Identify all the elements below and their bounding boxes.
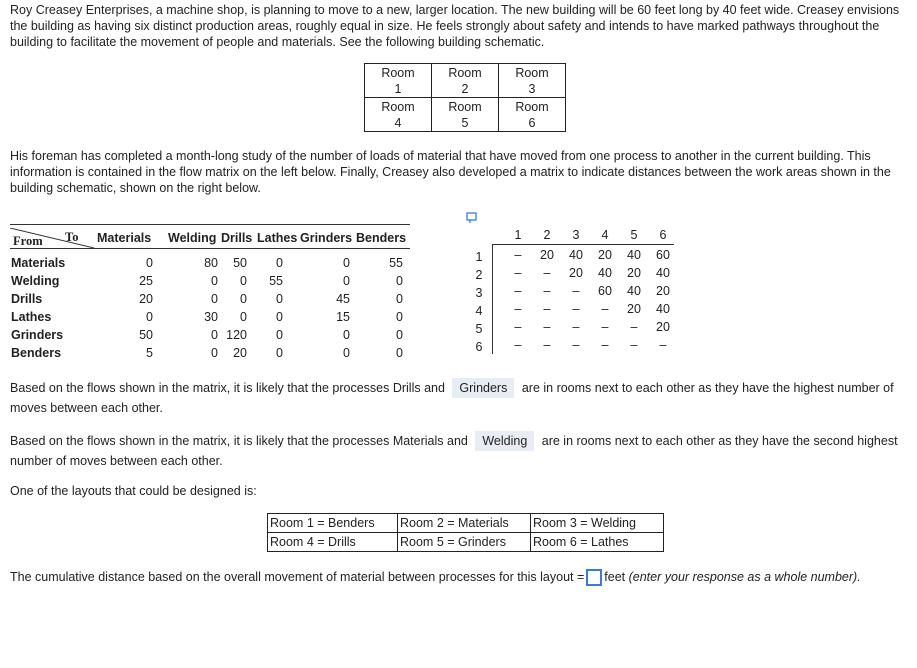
answer1-before: Based on the flows shown in the matrix, it is likely that the processes Drills and xyxy=(10,381,445,395)
flow-cell: 0 xyxy=(343,274,350,288)
answer2-before: Based on the flows shown in the matrix, it is likely that the processes Materials and xyxy=(10,434,468,448)
flow-cell: 0 xyxy=(396,292,403,306)
distance-cell: – xyxy=(572,302,580,316)
flow-cell: 20 xyxy=(139,292,153,306)
distance-cell: 40 xyxy=(656,266,670,280)
schematic-room-4: Room 4 xyxy=(365,98,432,132)
distance-cell: 20 xyxy=(540,248,554,262)
document-icon[interactable] xyxy=(466,212,478,224)
distance-cell: – xyxy=(659,338,667,352)
flow-cell: 0 xyxy=(396,274,403,288)
schematic-room-6: Room 6 xyxy=(499,98,566,132)
flow-cell: 0 xyxy=(146,256,153,270)
flow-matrix xyxy=(10,224,410,364)
flow-cell: 0 xyxy=(276,346,283,360)
layout-intro: One of the layouts that could be designed is: xyxy=(10,484,257,498)
flow-top-rule xyxy=(10,224,410,225)
flow-cell: 0 xyxy=(343,256,350,270)
distance-col-number: 3 xyxy=(572,228,580,242)
distance-cell: – xyxy=(514,266,522,280)
from-to-header xyxy=(10,228,94,248)
distance-col-number: 1 xyxy=(514,228,522,242)
distance-col-number: 2 xyxy=(543,228,551,242)
flow-cell: 0 xyxy=(276,328,283,342)
distance-cell: 40 xyxy=(627,284,641,298)
distance-top-rule xyxy=(492,244,674,245)
flow-row-label: Benders xyxy=(11,346,62,360)
distance-cell: – xyxy=(630,338,638,352)
flow-col-benders: Benders xyxy=(356,231,407,245)
final-question xyxy=(10,569,910,586)
distance-cell: – xyxy=(543,284,551,298)
final-after: feet xyxy=(604,570,626,584)
flow-cell: 55 xyxy=(269,274,283,288)
flow-cell: 50 xyxy=(233,256,247,270)
flow-cell: 50 xyxy=(139,328,153,342)
flow-cell: 0 xyxy=(240,274,247,288)
answer-sentence-2 xyxy=(10,431,910,471)
distance-cell: 40 xyxy=(569,248,583,262)
flow-cell: 0 xyxy=(146,310,153,324)
cumulative-distance-input[interactable] xyxy=(586,569,602,586)
distance-col-number: 6 xyxy=(659,228,667,242)
distance-cell: – xyxy=(572,284,580,298)
distance-cell: 60 xyxy=(656,248,670,262)
distance-cell: – xyxy=(514,284,522,298)
schematic-room-5: Room 5 xyxy=(432,98,499,132)
flow-col-materials: Materials xyxy=(97,231,152,245)
flow-col-drills: Drills xyxy=(221,231,253,245)
schematic-room-2: Room 2 xyxy=(432,64,499,98)
distance-cell: – xyxy=(514,302,522,316)
flow-cell: 0 xyxy=(343,346,350,360)
distance-cell: 20 xyxy=(656,284,670,298)
flow-cell: 0 xyxy=(211,328,218,342)
flow-header-rule xyxy=(10,248,410,249)
flow-cell: 0 xyxy=(396,328,403,342)
distance-row-number: 1 xyxy=(475,250,483,264)
building-schematic xyxy=(364,63,566,132)
flow-cell: 15 xyxy=(336,310,350,324)
distance-cell: 20 xyxy=(598,248,612,262)
flow-cell: 0 xyxy=(343,328,350,342)
distance-cell: – xyxy=(514,320,522,334)
distance-cell: 60 xyxy=(598,284,612,298)
distance-cell: – xyxy=(514,248,522,262)
distance-cell: 20 xyxy=(627,266,641,280)
distance-cell: – xyxy=(572,338,580,352)
distance-cell: 40 xyxy=(656,302,670,316)
flow-cell: 0 xyxy=(240,310,247,324)
layout-room-6: Room 6 = Lathes xyxy=(531,533,664,552)
flow-cell: 0 xyxy=(211,346,218,360)
answer2-after: are in rooms next to each other as they have the second highest number of moves between each other. xyxy=(10,434,898,468)
distance-cell: – xyxy=(601,338,609,352)
schematic-room-3: Room 3 xyxy=(499,64,566,98)
flow-row-label: Lathes xyxy=(11,310,52,324)
distance-row-number: 2 xyxy=(475,268,483,282)
answer2-dropdown[interactable]: Welding xyxy=(475,431,534,451)
flow-cell: 45 xyxy=(336,292,350,306)
flow-cell: 120 xyxy=(226,328,247,342)
flow-cell: 25 xyxy=(139,274,153,288)
answer1-after: are in rooms next to each other as they have the highest number of moves between each other. xyxy=(10,381,894,415)
flow-row-label: Grinders xyxy=(11,328,64,342)
flow-cell: 80 xyxy=(204,256,218,270)
final-note: (enter your response as a whole number). xyxy=(628,570,861,584)
to-label: To xyxy=(65,230,79,244)
flow-row-label: Materials xyxy=(11,256,66,270)
distance-cell: – xyxy=(543,320,551,334)
distance-cell: – xyxy=(543,338,551,352)
flow-col-lathes: Lathes xyxy=(257,231,298,245)
layout-room-2: Room 2 = Materials xyxy=(398,514,531,533)
flow-cell: 30 xyxy=(204,310,218,324)
distance-cell: – xyxy=(601,320,609,334)
flow-cell: 0 xyxy=(396,346,403,360)
distance-cell: – xyxy=(601,302,609,316)
layout-room-4: Room 4 = Drills xyxy=(268,533,398,552)
flow-cell: 55 xyxy=(389,256,403,270)
distance-row-number: 6 xyxy=(475,340,483,354)
distance-row-number: 3 xyxy=(475,286,483,300)
layout-table xyxy=(267,513,664,552)
distance-cell: – xyxy=(543,302,551,316)
distance-cell: – xyxy=(630,320,638,334)
from-label: From xyxy=(13,234,43,248)
flow-cell: 0 xyxy=(276,256,283,270)
flow-col-grinders: Grinders xyxy=(300,231,353,245)
layout-room-5: Room 5 = Grinders xyxy=(398,533,531,552)
distance-left-rule xyxy=(492,244,493,354)
flow-row-label: Welding xyxy=(11,274,60,288)
distance-cell: 20 xyxy=(656,320,670,334)
distance-cell: – xyxy=(543,266,551,280)
final-before: The cumulative distance based on the overall movement of material between processes for this layout = xyxy=(10,570,585,584)
layout-room-1: Room 1 = Benders xyxy=(268,514,398,533)
distance-cell: – xyxy=(572,320,580,334)
flow-cell: 5 xyxy=(146,346,153,360)
distance-cell: 20 xyxy=(627,302,641,316)
distance-col-number: 4 xyxy=(601,228,609,242)
flow-cell: 0 xyxy=(211,274,218,288)
schematic-room-1: Room 1 xyxy=(365,64,432,98)
distance-row-number: 4 xyxy=(475,304,483,318)
answer1-dropdown[interactable]: Grinders xyxy=(452,378,514,398)
distance-col-number: 5 xyxy=(630,228,638,242)
flow-cell: 0 xyxy=(276,292,283,306)
answer-sentence-1 xyxy=(10,378,910,418)
flow-row-label: Drills xyxy=(11,292,43,306)
flow-cell: 20 xyxy=(233,346,247,360)
distance-matrix xyxy=(464,212,674,360)
distance-cell: 20 xyxy=(569,266,583,280)
layout-room-3: Room 3 = Welding xyxy=(531,514,664,533)
flow-cell: 0 xyxy=(211,292,218,306)
flow-cell: 0 xyxy=(240,292,247,306)
flow-cell: 0 xyxy=(396,310,403,324)
distance-cell: – xyxy=(514,338,522,352)
flow-cell: 0 xyxy=(276,310,283,324)
flow-col-welding: Welding xyxy=(168,231,217,245)
distance-row-number: 5 xyxy=(475,322,483,336)
distance-cell: 40 xyxy=(627,248,641,262)
foreman-paragraph: His foreman has completed a month-long study of the number of loads of material that have moved from one process to another in the current building. This information is contained in the flow matrix on the left below. Finally, Creasey also developed a matrix to indicate distances between the work areas shown in the building schematic, shown on the right below. xyxy=(10,149,891,195)
distance-cell: 40 xyxy=(598,266,612,280)
intro-paragraph: Roy Creasey Enterprises, a machine shop, is planning to move to a new, larger location. The new building will be 60 feet long by 40 feet wide. Creasey envisions the building as having six distinct production areas, roughly equal in size. He feels strongly about safety and intends to have marked pathways throughout the building to facilitate the movement of people and materials. See the following building schematic. xyxy=(10,3,900,49)
